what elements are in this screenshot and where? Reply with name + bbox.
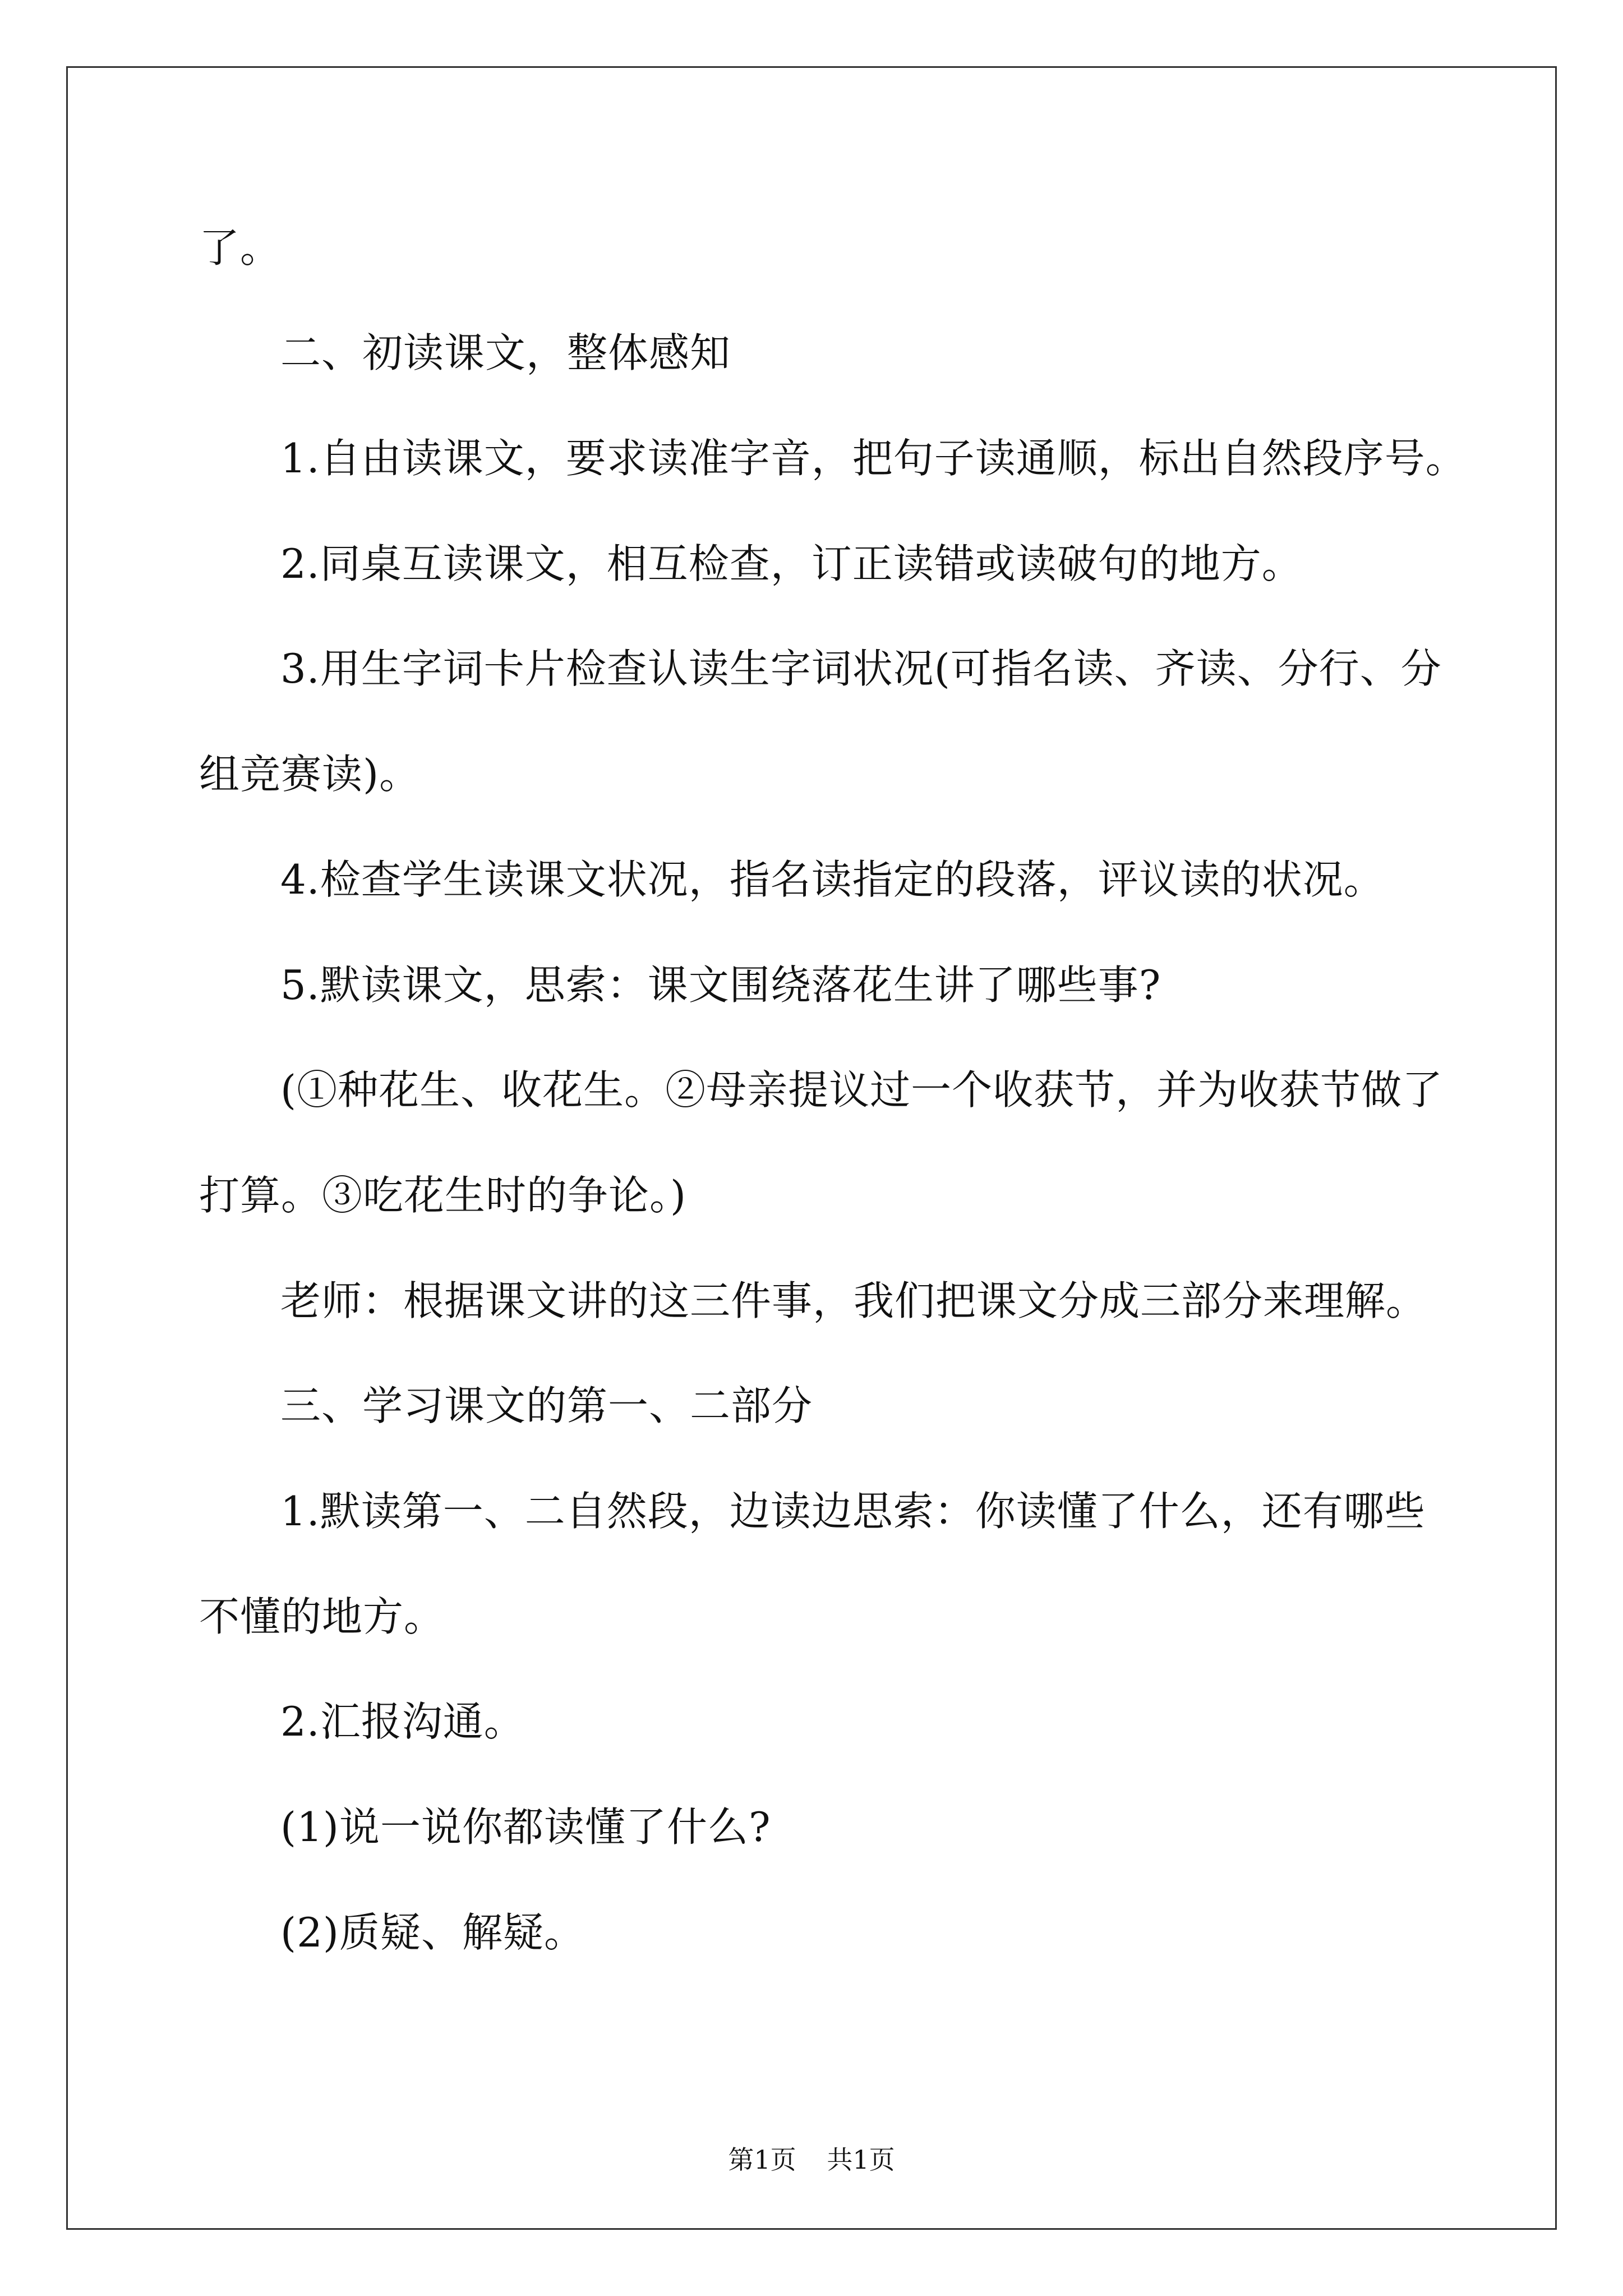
paragraph-line: 组竞赛读)。 <box>199 751 421 798</box>
paragraph-line: 1.自由读课文，要求读准字音，把句子读通顺，标出自然段序号。 <box>280 435 1467 482</box>
paragraph-line: 1.默读第一、二自然段，边读边思索：你读懂了什么，还有哪些 <box>280 1488 1426 1535</box>
paragraph-line: (1)说一说你都读懂了什么? <box>280 1803 771 1851</box>
section-heading: 三、学习课文的第一、二部分 <box>280 1382 813 1429</box>
paragraph-line: (①种花生、收花生。②母亲提议过一个收获节，并为收获节做了 <box>280 1066 1444 1114</box>
paragraph-line: 老师：根据课文讲的这三件事，我们把课文分成三部分来理解。 <box>280 1277 1427 1324</box>
page-number-total: 共1页 <box>827 2145 895 2175</box>
page-number-current: 第1页 <box>728 2145 796 2175</box>
section-heading: 二、初读课文，整体感知 <box>280 329 731 376</box>
paragraph-line: (2)质疑、解疑。 <box>280 1909 585 1956</box>
paragraph-line: 不懂的地方。 <box>199 1593 445 1640</box>
paragraph-line: 2.同桌互读课文，相互检查，订正读错或读破句的地方。 <box>280 540 1303 587</box>
paragraph-line: 4.检查学生读课文状况，指名读指定的段落，评议读的状况。 <box>280 856 1385 903</box>
paragraph-line: 5.默读课文，思索：课文围绕落花生讲了哪些事? <box>280 961 1161 1009</box>
paragraph-line: 了。 <box>199 224 282 272</box>
paragraph-line: 2.汇报沟通。 <box>280 1698 525 1745</box>
page-footer <box>0 2143 1623 2177</box>
paragraph-line: 3.用生字词卡片检查认读生字词状况(可指名读、齐读、分行、分 <box>280 645 1442 692</box>
paragraph-line: 打算。③吃花生时的争论。) <box>199 1172 687 1219</box>
